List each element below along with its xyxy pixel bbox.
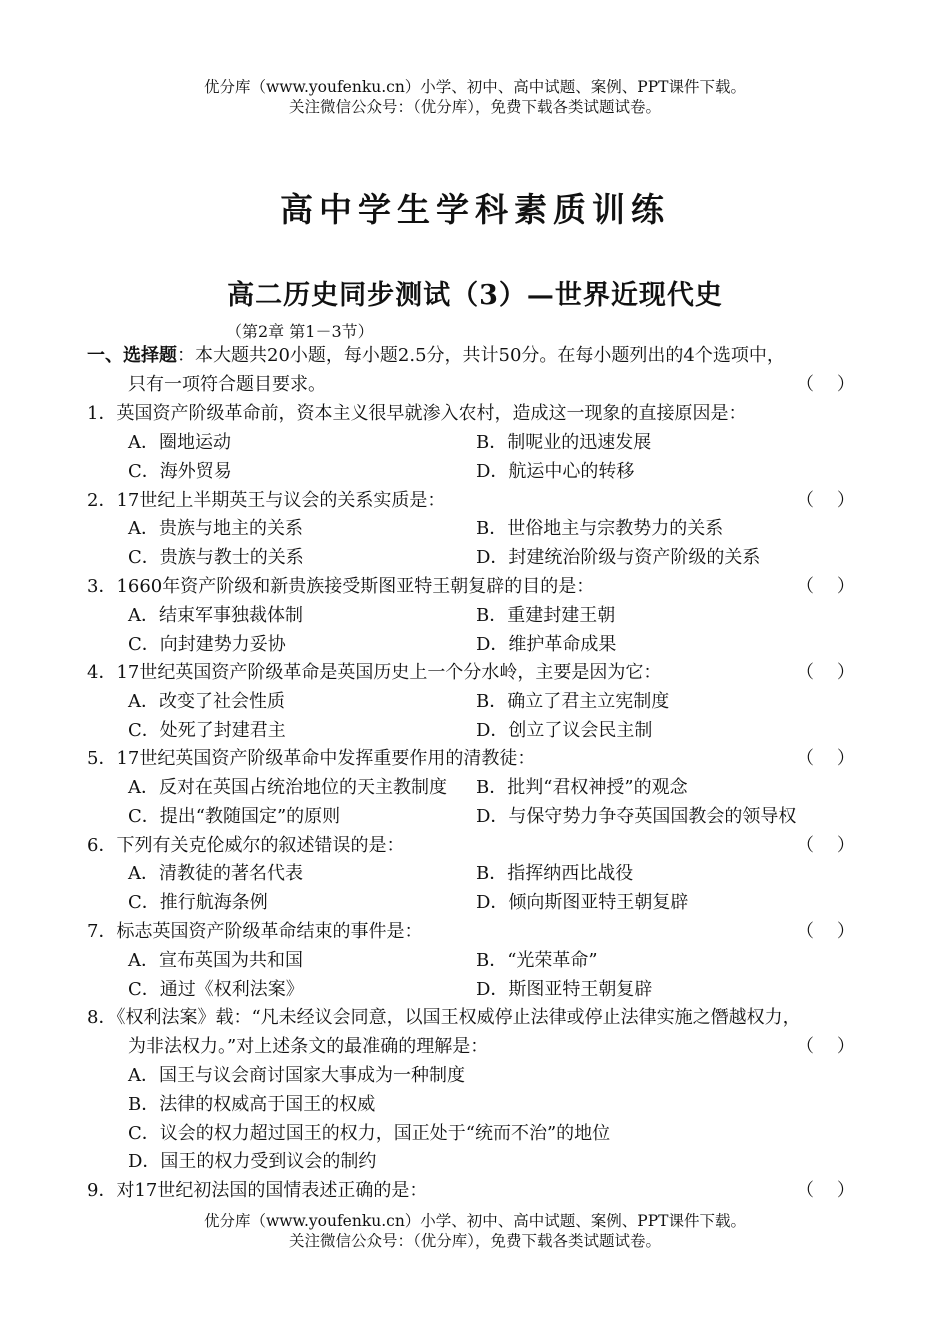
question-1-stem: 1．英国资产阶级革命前，资本主义很早就渗入农村，造成这一现象的直接原因是： <box>87 403 747 424</box>
q2-option-b: B．世俗地主与宗教势力的关系 <box>476 518 724 539</box>
q4-option-c: C．处死了封建君主 <box>128 720 286 741</box>
q3-option-d: D．维护革命成果 <box>476 634 617 655</box>
answer-paren: （ ） <box>796 662 855 683</box>
q2-option-a: A．贵族与地主的关系 <box>128 518 303 539</box>
q6-option-c: C．推行航海条例 <box>128 892 268 913</box>
q6-option-b: B．指挥纳西比战役 <box>476 863 634 884</box>
chapter-range: （第2章 第1－3节） <box>226 322 374 341</box>
q5-option-c: C．提出“教随国定”的原则 <box>128 806 341 827</box>
q8-option-b: B．法律的权威高于国王的权威 <box>128 1094 376 1115</box>
header-line-2: 关注微信公众号：（优分库），免费下载各类试题试卷。 <box>288 98 661 116</box>
q3-option-a: A．结束军事独裁体制 <box>128 605 303 626</box>
answer-paren: （ ） <box>796 374 855 395</box>
question-8-stem-cont: 为非法权力。”对上述条文的最准确的理解是： <box>128 1036 489 1057</box>
header-line-1: 优分库（www.youfenku.cn）小学、初中、高中试题、案例、PPT课件下载。 <box>203 78 747 96</box>
answer-paren: （ ） <box>796 921 855 942</box>
question-8-stem: 8．《权利法案》载：“凡未经议会同意，以国王权威停止法律或停止法律实施之僭越权力， <box>87 1007 801 1028</box>
q4-option-a: A．改变了社会性质 <box>128 691 285 712</box>
q6-option-d: D．倾向斯图亚特王朝复辟 <box>476 892 689 913</box>
answer-paren: （ ） <box>796 835 855 856</box>
q1-option-c: C．海外贸易 <box>128 461 232 482</box>
question-6-stem: 6．下列有关克伦威尔的叙述错误的是： <box>87 835 405 856</box>
footer-line-2: 关注微信公众号：（优分库），免费下载各类试题试卷。 <box>288 1232 661 1250</box>
answer-paren: （ ） <box>796 1036 855 1057</box>
q8-option-d: D．国王的权力受到议会的制约 <box>128 1151 377 1172</box>
q8-option-c: C．议会的权力超过国王的权力，国正处于“统而不治”的地位 <box>128 1123 611 1144</box>
q3-option-b: B．重建封建王朝 <box>476 605 616 626</box>
section-intro-line-1: 一、选择题：本大题共20小题，每小题2.5分，共计50分。在每小题列出的4个选项中， <box>87 345 785 366</box>
q2-option-c: C．贵族与教士的关系 <box>128 547 304 568</box>
q4-option-d: D．创立了议会民主制 <box>476 720 653 741</box>
q6-option-a: A．清教徒的著名代表 <box>128 863 303 884</box>
q7-option-c: C．通过《权利法案》 <box>128 979 304 1000</box>
page-footer <box>0 1211 950 1251</box>
question-7-stem: 7．标志英国资产阶级革命结束的事件是： <box>87 921 423 942</box>
question-9-stem: 9．对17世纪初法国的国情表述正确的是： <box>87 1180 428 1201</box>
q2-option-d: D．封建统治阶级与资产阶级的关系 <box>476 547 761 568</box>
q7-option-d: D．斯图亚特王朝复辟 <box>476 979 653 1000</box>
q3-option-c: C．向封建势力妥协 <box>128 634 286 655</box>
q1-option-b: B．制呢业的迅速发展 <box>476 432 652 453</box>
answer-paren: （ ） <box>796 748 855 769</box>
page-header <box>0 77 950 117</box>
q7-option-a: A．宣布英国为共和国 <box>128 950 303 971</box>
question-3-stem: 3．1660年资产阶级和新贵族接受斯图亚特王朝复辟的目的是： <box>87 576 595 597</box>
question-5-stem: 5．17世纪英国资产阶级革命中发挥重要作用的清教徒： <box>87 748 536 769</box>
sub-title: 高二历史同步测试（3）—世界近现代史 <box>227 280 723 311</box>
section-label: 一、选择题 <box>87 345 177 366</box>
q1-option-d: D．航运中心的转移 <box>476 461 635 482</box>
question-2-stem: 2．17世纪上半期英王与议会的关系实质是： <box>87 490 446 511</box>
q5-option-b: B．批判“君权神授”的观念 <box>476 777 688 798</box>
main-title: 高中学生学科素质训练 <box>280 190 670 229</box>
q8-option-a: A．国王与议会商讨国家大事成为一种制度 <box>128 1065 465 1086</box>
q4-option-b: B．确立了君主立宪制度 <box>476 691 670 712</box>
footer-line-1: 优分库（www.youfenku.cn）小学、初中、高中试题、案例、PPT课件下载。 <box>203 1212 747 1230</box>
section-intro-line-2: 只有一项符合题目要求。 <box>128 374 326 395</box>
q7-option-b: B．“光荣革命” <box>476 950 598 971</box>
q5-option-a: A．反对在英国占统治地位的天主教制度 <box>128 777 447 798</box>
question-4-stem: 4．17世纪英国资产阶级革命是英国历史上一个分水岭，主要是因为它： <box>87 662 662 683</box>
answer-paren: （ ） <box>796 576 855 597</box>
q5-option-d: D．与保守势力争夺英国国教会的领导权 <box>476 806 797 827</box>
answer-paren: （ ） <box>796 1180 855 1201</box>
answer-paren: （ ） <box>796 490 855 511</box>
q1-option-a: A．圈地运动 <box>128 432 231 453</box>
